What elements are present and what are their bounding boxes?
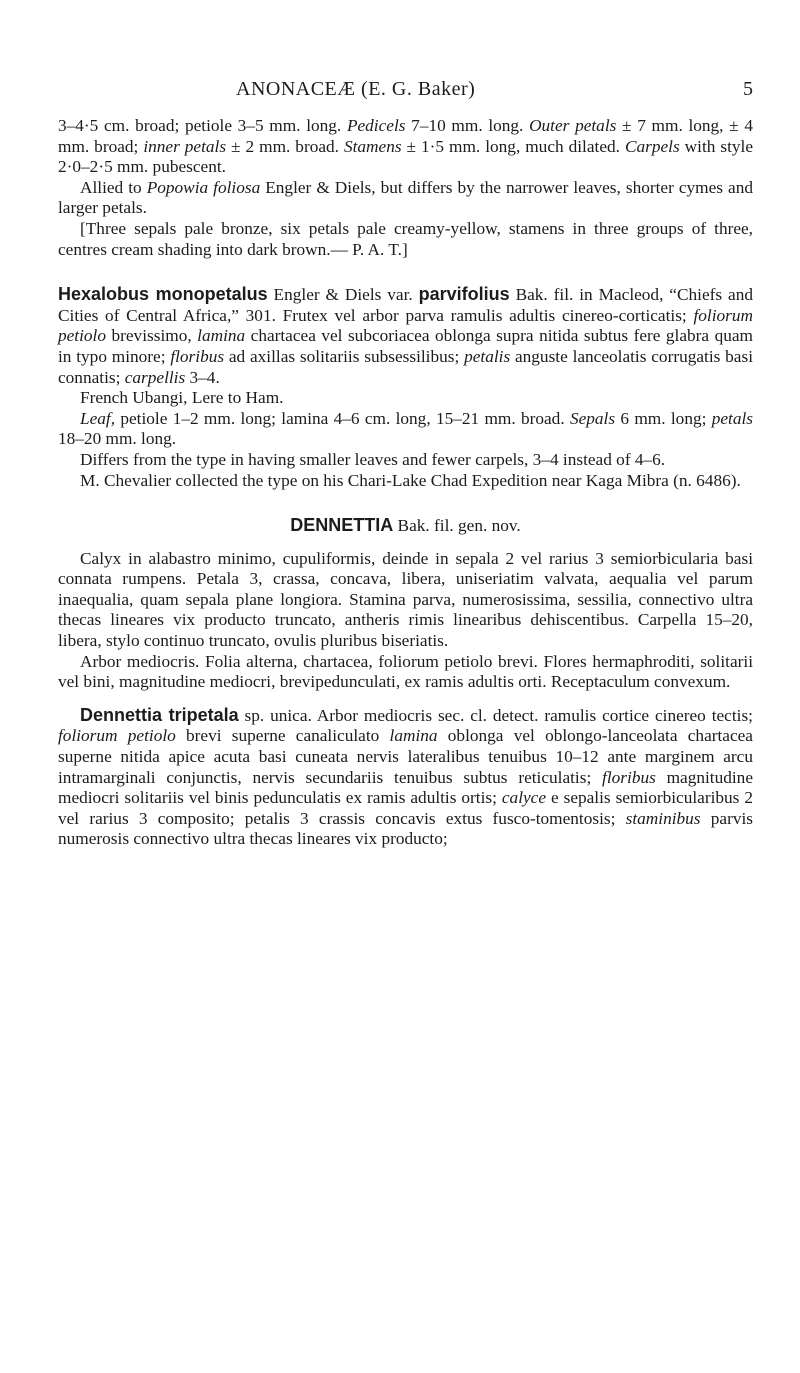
text-run: ± 1·5 mm. long, much dilated. — [401, 136, 625, 156]
italic-text: staminibus — [625, 808, 701, 828]
text-run: 3–4·5 cm. broad; petiole 3–5 mm. long. — [58, 116, 347, 135]
paragraph — [58, 409, 753, 450]
italic-text: calyce — [501, 788, 547, 808]
paragraph — [58, 549, 753, 652]
italic-text: Pedicels — [346, 116, 406, 135]
running-head: ANONACEÆ (E. G. Baker) — [236, 78, 476, 100]
paragraph — [58, 178, 753, 219]
italic-text: lamina — [389, 726, 438, 746]
italic-text: Outer petals — [529, 116, 617, 135]
italic-text: Sepals — [569, 408, 616, 428]
italic-text: foliorum petiolo — [58, 305, 753, 346]
italic-text: Popowia foliosa — [146, 177, 261, 197]
text-run: French Ubangi, Lere to Ham. — [80, 388, 284, 408]
paragraph — [58, 388, 753, 409]
text-run: anguste lanceolatis corrugatis basi connatis; — [58, 346, 753, 387]
page-number: 5 — [743, 78, 753, 100]
paragraph-gap — [58, 491, 753, 515]
text-run: Engler & Diels var. — [267, 285, 419, 305]
taxon-name: DENNETTIA — [290, 515, 394, 536]
italic-text: Leaf, — [80, 408, 116, 428]
text-run: Bak. fil. gen. nov. — [393, 516, 521, 536]
text-run: oblonga vel oblongo-lanceolata chartacea superne nitida apice acuta basi cuneata nervis lateralibus tenuibus 10–12 ante marginem arcu intramarginali conjunctis, nervis secundariis tenuibus subtus reticulatis; — [58, 726, 753, 787]
text-run: Engler & Diels, but differs by the narrower leaves, shorter cymes and larger petals. — [58, 177, 753, 218]
text-run: [Three sepals pale bronze, six petals pale creamy-yellow, stamens in three groups of three, centres cream shading into dark brown.— P. A. T.] — [58, 218, 753, 259]
text-run: chartacea vel subcoriacea oblonga supra nitida subtus fere glabra quam in typo minore; — [58, 326, 753, 366]
genus-heading — [58, 515, 753, 537]
text-run: 7–10 mm. long. — [405, 116, 530, 135]
text-run: 3–4. — [185, 367, 220, 387]
text-run: ± 2 mm. broad. — [226, 136, 344, 156]
page-header — [58, 78, 753, 108]
paragraph — [58, 652, 753, 693]
text-run: 6 mm. long; — [615, 408, 712, 428]
italic-text: floribus — [170, 346, 225, 366]
text-run: Bak. fil. in Macleod, “Chiefs and Cities of Central Africa,” 301. Frutex vel arbor parva ramulis adultis cinereo-corticatis; — [58, 285, 753, 325]
text-run: Allied to — [80, 177, 147, 197]
text-run: sp. unica. Arbor mediocris sec. cl. detect. ramulis cortice cinereo tectis; — [238, 705, 753, 725]
taxon-name: Hexalobus monopetalus — [58, 284, 268, 305]
paragraph — [58, 705, 753, 850]
text-run: e sepalis semiorbicularibus 2 vel rarius 3 composito; petalis 3 crassis concavis extus fusco-tomentosis; — [58, 788, 753, 828]
paragraph-gap — [58, 693, 753, 705]
italic-text: lamina — [197, 326, 246, 346]
paragraph — [58, 450, 753, 471]
text-run: Calyx in alabastro minimo, cupuliformis, deinde in sepala 2 vel rarius 3 semiorbicularia basi connata rumpens. Petala 3, crassa, concava, libera, uniseriatim valvata, aequalia vel parum inaequalia, quam sepala plane longiora. Stamina parva, numerosissima, sessilia, connectivo ultra thecas lineares vix producto truncato, antheris rimis linearibus dehiscentibus. Carpella 15–20, libera, stylo continuo truncato, ovulis pluribus biseriatis. — [58, 548, 753, 651]
page-body — [58, 116, 753, 850]
text-run: ad axillas solitariis subsessilibus; — [224, 346, 465, 366]
italic-text: foliorum petiolo — [58, 726, 176, 746]
text-run: Differs from the type in having smaller leaves and fewer carpels, 3–4 instead of 4–6. — [80, 449, 666, 469]
taxon-name: Dennettia tripetala — [80, 704, 239, 725]
italic-text: Stamens — [343, 136, 402, 156]
italic-text: petals — [711, 408, 753, 428]
text-run: magnitudine mediocri solitariis vel binis pedunculatis ex ramis adultis ortis; — [58, 767, 753, 808]
text-run: Arbor mediocris. Folia alterna, chartacea, foliorum petiolo brevi. Flores hermaphroditi, solitarii vel bini, magnitudine mediocri, brevipedunculati, ex ramis adultis orti. Receptaculum convexum. — [58, 651, 753, 692]
italic-text: floribus — [602, 767, 656, 787]
paragraph-gap — [58, 537, 753, 549]
italic-text: carpellis — [124, 367, 186, 387]
text-run: with style 2·0–2·5 mm. pubescent. — [58, 136, 754, 177]
text-run: M. Chevalier collected the type on his Chari-Lake Chad Expedition near Kaga Mibra (n. 6486). — [80, 470, 741, 490]
text-run: brevissimo, — [106, 326, 198, 346]
paragraph-gap — [58, 260, 753, 284]
text-run: parvis numerosis connectivo ultra thecas lineares vix producto; — [58, 808, 753, 849]
text-run: ± 7 mm. long, ± 4 mm. broad; — [58, 116, 754, 156]
paragraph — [58, 116, 753, 178]
text-run: petiole 1–2 mm. long; lamina 4–6 cm. long, 15–21 mm. broad. — [115, 408, 570, 428]
paragraph — [58, 471, 753, 492]
italic-text: petalis — [464, 346, 511, 366]
italic-text: Carpels — [624, 136, 680, 156]
text-run: 18–20 mm. long. — [58, 429, 177, 449]
italic-text: inner petals — [143, 136, 227, 156]
taxon-name: parvifolius — [418, 284, 510, 305]
paragraph — [58, 219, 753, 260]
paragraph — [58, 284, 753, 388]
text-run: brevi superne canaliculato — [175, 726, 390, 746]
